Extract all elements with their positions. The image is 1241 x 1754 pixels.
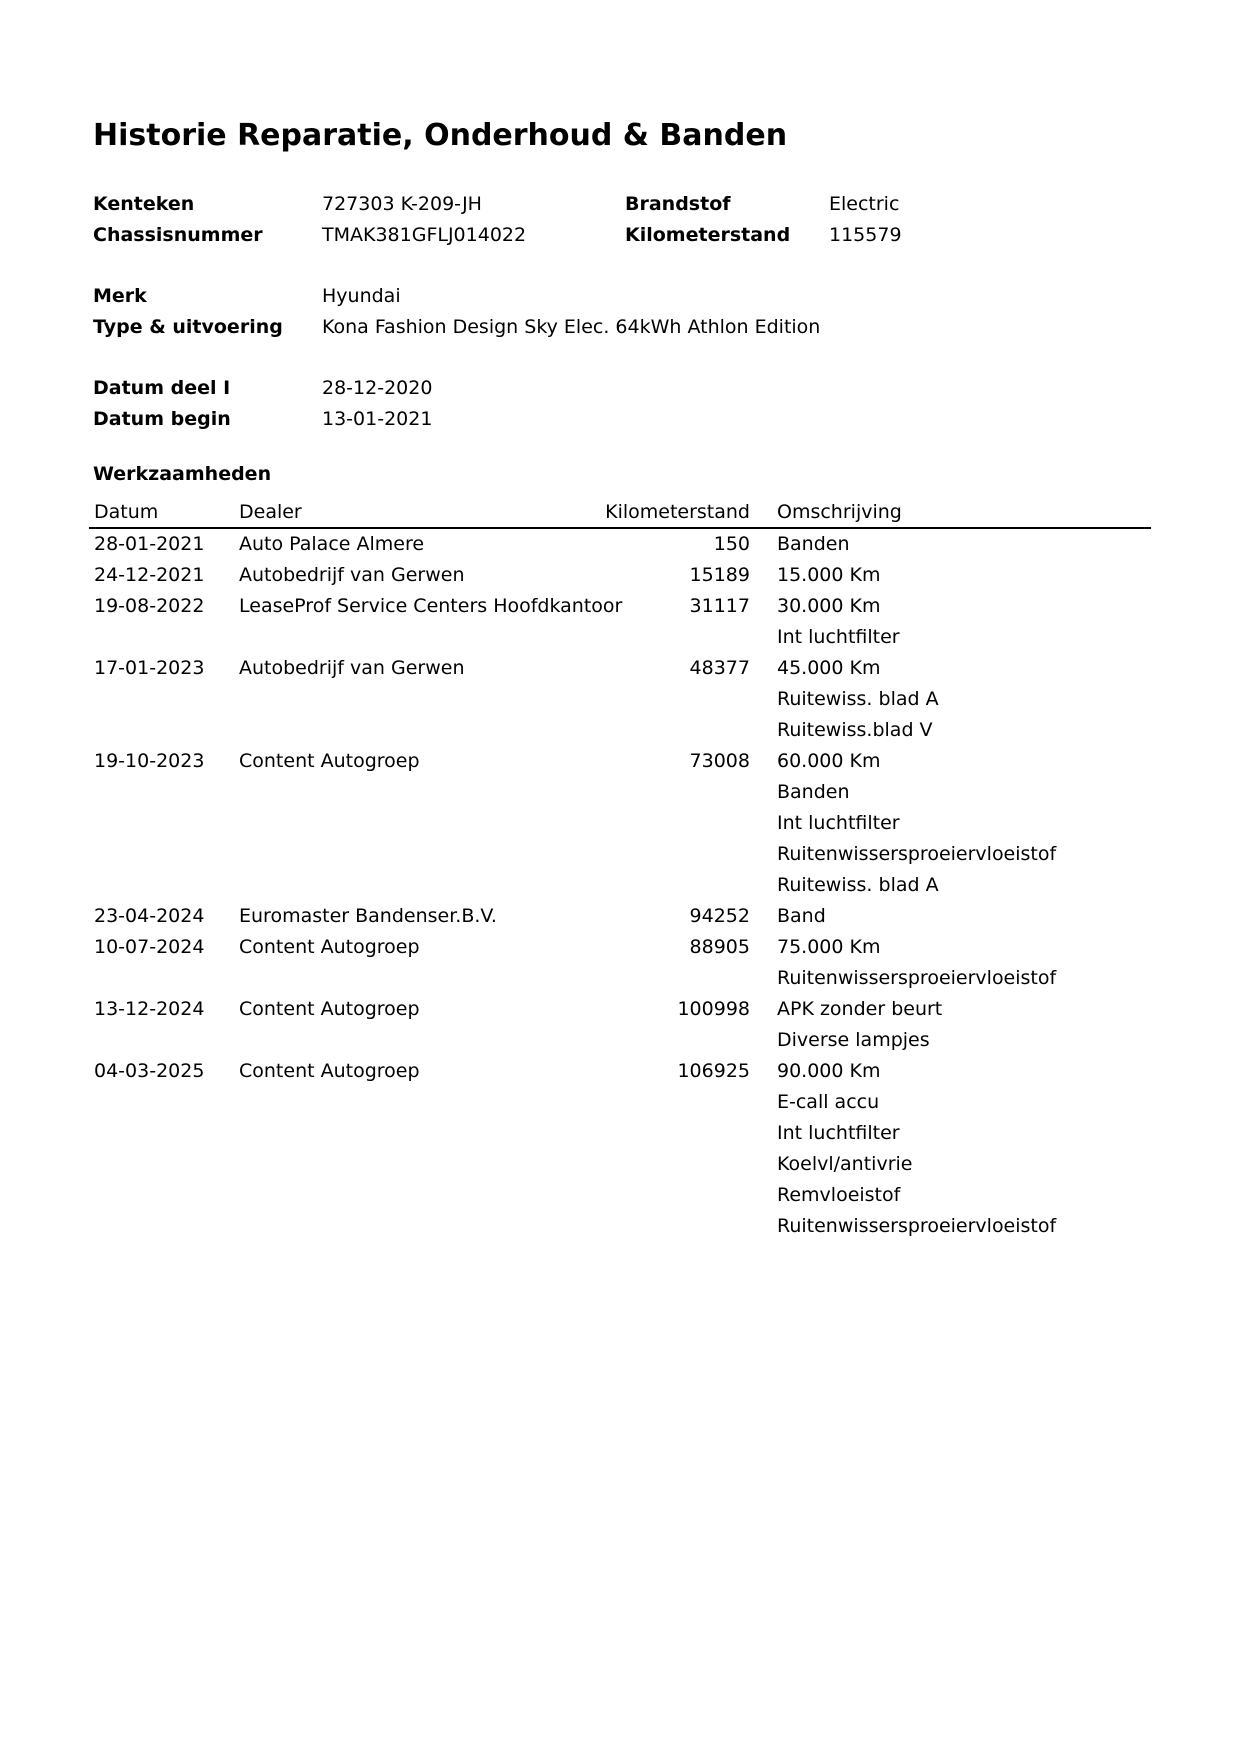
cell-datum: 17-01-2023	[94, 657, 205, 679]
omschrijving-line: E-call accu	[777, 1091, 880, 1113]
type-label: Type & uitvoering	[93, 316, 283, 338]
omschrijving-line: Band	[777, 905, 826, 927]
table-row	[89, 746, 1151, 901]
cell-datum: 19-08-2022	[94, 595, 205, 617]
cell-datum: 04-03-2025	[94, 1060, 205, 1082]
kenteken-label: Kenteken	[93, 193, 195, 215]
omschrijving-line: Ruitenwissersproeiervloeistof	[777, 1215, 1057, 1237]
omschrijving-line: 60.000 Km	[777, 750, 881, 772]
omschrijving-line: 75.000 Km	[777, 936, 881, 958]
table-body	[89, 529, 1151, 1242]
cell-omschrijving	[777, 560, 881, 591]
omschrijving-line: Banden	[777, 533, 850, 555]
omschrijving-line: Int luchtfilter	[777, 812, 900, 834]
cell-omschrijving	[777, 529, 850, 560]
werkzaamheden-table	[89, 497, 1151, 1242]
kilometerstand-value: 115579	[829, 224, 902, 246]
cell-dealer: Autobedrijf van Gerwen	[239, 657, 465, 679]
table-row	[89, 653, 1151, 746]
datum-deel-value: 28-12-2020	[322, 377, 433, 399]
cell-datum: 19-10-2023	[94, 750, 205, 772]
cell-dealer: Content Autogroep	[239, 936, 420, 958]
omschrijving-line: Diverse lampjes	[777, 1029, 930, 1051]
header-datum: Datum	[94, 501, 159, 523]
omschrijving-line: Int luchtfilter	[777, 626, 900, 648]
cell-dealer: LeaseProf Service Centers Hoofdkantoor	[239, 595, 623, 617]
header-kilometerstand: Kilometerstand	[605, 501, 750, 523]
datum-begin-value: 13-01-2021	[322, 408, 433, 430]
omschrijving-line: Ruitenwissersproeiervloeistof	[777, 967, 1057, 989]
header-dealer: Dealer	[239, 501, 302, 523]
cell-omschrijving	[777, 1056, 1056, 1242]
cell-dealer: Euromaster Bandenser.B.V.	[239, 905, 497, 927]
merk-label: Merk	[93, 285, 147, 307]
omschrijving-line: 90.000 Km	[777, 1060, 881, 1082]
chassisnummer-label: Chassisnummer	[93, 224, 263, 246]
cell-kilometerstand: 15189	[689, 564, 750, 586]
brandstof-label: Brandstof	[625, 193, 731, 215]
table-row	[89, 932, 1151, 994]
datum-begin-label: Datum begin	[93, 408, 231, 430]
cell-kilometerstand: 73008	[689, 750, 750, 772]
type-value: Kona Fashion Design Sky Elec. 64kWh Athlon Edition	[322, 316, 821, 338]
omschrijving-line: Remvloeistof	[777, 1184, 901, 1206]
omschrijving-line: 15.000 Km	[777, 564, 881, 586]
merk-value: Hyundai	[322, 285, 401, 307]
table-row	[89, 591, 1151, 653]
table-header	[89, 497, 1151, 529]
omschrijving-line: 30.000 Km	[777, 595, 881, 617]
cell-kilometerstand: 31117	[689, 595, 750, 617]
cell-omschrijving	[777, 932, 1056, 994]
omschrijving-line: Ruitewiss. blad A	[777, 688, 939, 710]
werkzaamheden-title: Werkzaamheden	[93, 463, 272, 485]
cell-kilometerstand: 106925	[677, 1060, 750, 1082]
omschrijving-line: Int luchtfilter	[777, 1122, 900, 1144]
omschrijving-line: Koelvl/antivrie	[777, 1153, 913, 1175]
table-row	[89, 560, 1151, 591]
cell-dealer: Content Autogroep	[239, 750, 420, 772]
kilometerstand-label: Kilometerstand	[625, 224, 791, 246]
cell-dealer: Content Autogroep	[239, 1060, 420, 1082]
header-omschrijving: Omschrijving	[777, 501, 902, 523]
omschrijving-line: Ruitenwissersproeiervloeistof	[777, 843, 1057, 865]
brandstof-value: Electric	[829, 193, 900, 215]
cell-omschrijving	[777, 901, 826, 932]
omschrijving-line: Ruitewiss.blad V	[777, 719, 933, 741]
cell-omschrijving	[777, 994, 942, 1056]
omschrijving-line: APK zonder beurt	[777, 998, 943, 1020]
table-row	[89, 901, 1151, 932]
chassisnummer-value: TMAK381GFLJ014022	[322, 224, 527, 246]
cell-datum: 24-12-2021	[94, 564, 205, 586]
cell-dealer: Content Autogroep	[239, 998, 420, 1020]
cell-datum: 23-04-2024	[94, 905, 205, 927]
page-title: Historie Reparatie, Onderhoud & Banden	[93, 118, 788, 153]
cell-kilometerstand: 94252	[689, 905, 750, 927]
cell-dealer: Autobedrijf van Gerwen	[239, 564, 465, 586]
cell-kilometerstand: 88905	[689, 936, 750, 958]
cell-datum: 10-07-2024	[94, 936, 205, 958]
cell-kilometerstand: 48377	[689, 657, 750, 679]
cell-omschrijving	[777, 653, 939, 746]
cell-datum: 13-12-2024	[94, 998, 205, 1020]
cell-omschrijving	[777, 591, 900, 653]
omschrijving-line: 45.000 Km	[777, 657, 881, 679]
cell-datum: 28-01-2021	[94, 533, 205, 555]
table-row	[89, 994, 1151, 1056]
cell-omschrijving	[777, 746, 1056, 901]
omschrijving-line: Ruitewiss. blad A	[777, 874, 939, 896]
cell-kilometerstand: 100998	[677, 998, 750, 1020]
table-row	[89, 1056, 1151, 1242]
omschrijving-line: Banden	[777, 781, 850, 803]
datum-deel-label: Datum deel I	[93, 377, 231, 399]
table-row	[89, 529, 1151, 560]
cell-kilometerstand: 150	[713, 533, 750, 555]
cell-dealer: Auto Palace Almere	[239, 533, 425, 555]
kenteken-value: 727303 K-209-JH	[322, 193, 482, 215]
